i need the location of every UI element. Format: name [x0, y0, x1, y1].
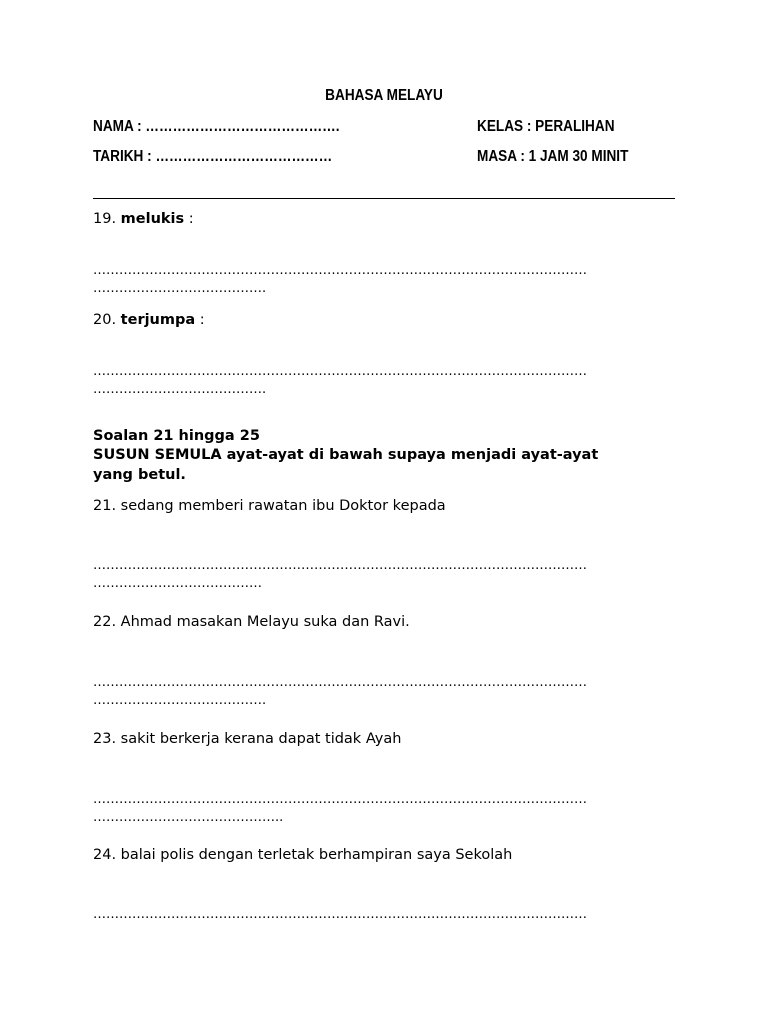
page-title: BAHASA MELAYU — [325, 87, 443, 104]
tarikh-field: TARIKH : ………………………………… — [93, 148, 333, 165]
question-suffix: : — [195, 312, 205, 328]
answer-line-row-1: …………………………………………………………………………………………………… — [93, 364, 587, 379]
question-word: melukis — [120, 211, 185, 227]
question-19 — [93, 211, 194, 227]
question-number: 19. — [93, 211, 117, 227]
answer-line-row-2: …………………………………. — [93, 693, 267, 708]
answer-line-row-2: …………………………………. — [93, 281, 267, 296]
kelas-field: KELAS : PERALIHAN — [477, 118, 615, 135]
answer-line-21[interactable] — [93, 557, 587, 593]
question-word: terjumpa — [120, 312, 196, 328]
answer-line-23[interactable] — [93, 791, 587, 827]
nama-field: NAMA : ……………………………………. — [93, 118, 340, 135]
answer-line-row-1: …………………………………………………………………………………………………… — [93, 675, 587, 690]
question-22: 22. Ahmad masakan Melayu suka dan Ravi. — [93, 614, 410, 630]
question-24: 24. balai polis dengan terletak berhampiran saya Sekolah — [93, 847, 513, 863]
question-number: 20. — [93, 312, 117, 328]
answer-line-20[interactable] — [93, 363, 587, 399]
question-21: 21. sedang memberi rawatan ibu Doktor kepada — [93, 498, 446, 514]
section-instruction-1: SUSUN SEMULA ayat-ayat di bawah supaya menjadi ayat-ayat — [93, 447, 599, 463]
question-suffix: : — [184, 211, 194, 227]
answer-line-row-2: …………………………………….. — [93, 810, 284, 825]
masa-field: MASA : 1 JAM 30 MINIT — [477, 148, 629, 165]
answer-line-22[interactable] — [93, 674, 587, 710]
question-23: 23. sakit berkerja kerana dapat tidak Ayah — [93, 731, 402, 747]
question-20 — [93, 312, 205, 328]
answer-line-row-1: …………………………………………………………………………………………………… — [93, 558, 587, 573]
answer-line-row-2: ………………………………… — [93, 576, 262, 591]
answer-line-row-1: …………………………………………………………………………………………………… — [93, 263, 587, 278]
header-divider — [93, 198, 675, 199]
answer-line-row-1: …………………………………………………………………………………………………… — [93, 792, 587, 807]
answer-line-24[interactable] — [93, 906, 587, 924]
answer-line-row-2: …………………………………. — [93, 382, 267, 397]
section-heading: Soalan 21 hingga 25 — [93, 428, 260, 444]
section-instruction-2: yang betul. — [93, 467, 186, 483]
answer-line-19[interactable] — [93, 262, 587, 298]
answer-line-row-1: …………………………………………………………………………………………………… — [93, 907, 587, 922]
